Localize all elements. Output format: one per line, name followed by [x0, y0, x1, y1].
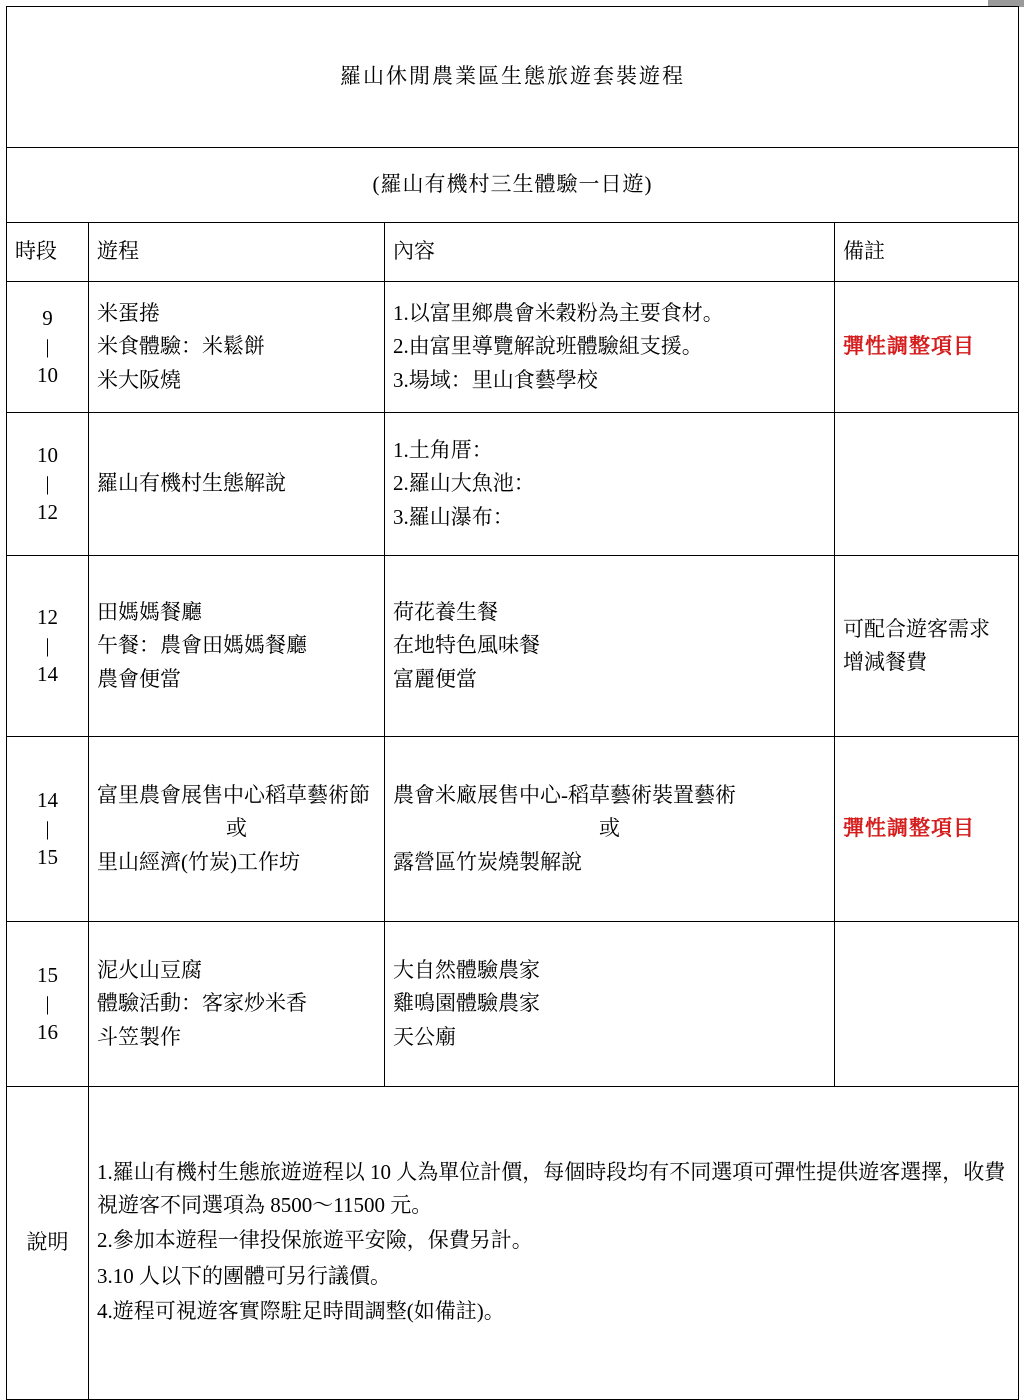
route-line: 羅山有機村生態解說: [97, 471, 286, 496]
table-row: [7, 282, 1019, 413]
route-line: 斗笠製作: [97, 1024, 181, 1049]
description-line: 2.參加本遊程一律投保旅遊平安險，保費另計。: [97, 1228, 533, 1253]
route-line: 米食體驗：米鬆餅: [97, 334, 265, 359]
row-time-start: 14: [37, 787, 58, 812]
row-note: [835, 413, 1019, 556]
row-time-start: 9: [42, 305, 53, 330]
row-note: [835, 922, 1019, 1087]
row-time-start: 15: [37, 962, 58, 987]
description-label: 說明: [7, 1087, 89, 1400]
content-line: 露營區竹炭燒製解說: [393, 849, 582, 874]
route-line: 田媽媽餐廳: [97, 600, 202, 625]
route-line: 泥火山豆腐: [97, 958, 202, 983]
tour-schedule-table: [6, 6, 1019, 1400]
header-time: 時段: [7, 223, 89, 282]
row-route: [89, 282, 385, 413]
description-line: 3.10 人以下的團體可另行議價。: [97, 1263, 391, 1288]
header-content: 內容: [385, 223, 835, 282]
content-line: 農會米廠展售中心-稻草藝術裝置藝術: [393, 783, 736, 808]
page-subtitle: (羅山有機村三生體驗一日遊): [7, 148, 1019, 223]
row-time-separator: |: [45, 635, 50, 657]
row-note: [835, 737, 1019, 922]
row-note: [835, 282, 1019, 413]
row-time-slot: [7, 737, 89, 922]
table-header-row: [7, 223, 1019, 282]
description-line: 4.遊程可視遊客實際駐足時間調整(如備註)。: [97, 1298, 505, 1323]
row-content: [385, 282, 835, 413]
row-route: [89, 556, 385, 737]
row-content: [385, 922, 835, 1087]
table-row: [7, 413, 1019, 556]
route-alternative-separator: 或: [226, 816, 247, 841]
row-time-slot: [7, 282, 89, 413]
header-route: 遊程: [89, 223, 385, 282]
subtitle-row: [7, 148, 1019, 223]
content-line: 雞鳴園體驗農家: [393, 991, 540, 1016]
content-line: 富麗便當: [393, 666, 477, 691]
row-content: [385, 737, 835, 922]
row-time-end: 10: [37, 363, 58, 387]
header-note: 備註: [835, 223, 1019, 282]
row-time-end: 14: [37, 662, 58, 686]
content-line: 2.羅山大魚池：: [393, 471, 535, 496]
row-time-start: 10: [37, 442, 58, 467]
route-line: 午餐：農會田媽媽餐廳: [97, 633, 307, 658]
content-line: 在地特色風味餐: [393, 633, 540, 658]
row-time-slot: [7, 922, 89, 1087]
row-route: [89, 922, 385, 1087]
route-line: 農會便當: [97, 666, 181, 691]
row-time-end: 15: [37, 845, 58, 869]
content-line: 1.以富里鄉農會米穀粉為主要食材。: [393, 301, 724, 326]
row-note: 可配合遊客需求增減餐費: [835, 556, 1019, 737]
row-time-slot: [7, 556, 89, 737]
row-time-separator: |: [45, 818, 50, 840]
content-line: 天公廟: [393, 1024, 456, 1049]
table-row: [7, 922, 1019, 1087]
route-line: 米大阪燒: [97, 367, 181, 392]
page-title: 羅山休閒農業區生態旅遊套裝遊程: [7, 7, 1019, 148]
table-row: [7, 737, 1019, 922]
row-route: [89, 413, 385, 556]
row-time-end: 12: [37, 500, 58, 524]
content-line: 2.由富里導覽解說班體驗組支援。: [393, 334, 703, 359]
row-time-separator: |: [45, 473, 50, 495]
description-body: [89, 1087, 1019, 1400]
description-line: 1.羅山有機村生態旅遊遊程以 10 人為單位計價，每個時段均有不同選項可彈性提供遊客選擇，收費視遊客不同選項為 8500～11500 元。: [97, 1160, 1006, 1218]
content-line: 3.場域：里山食藝學校: [393, 367, 598, 392]
row-content: [385, 556, 835, 737]
row-time-start: 12: [37, 604, 58, 629]
flex-adjust-badge: 彈性調整項目: [843, 334, 975, 359]
row-content: [385, 413, 835, 556]
table-row: [7, 556, 1019, 737]
content-line: 3.羅山瀑布：: [393, 504, 514, 529]
row-time-separator: |: [45, 993, 50, 1015]
route-line: 富里農會展售中心稻草藝術節: [97, 783, 370, 808]
document-page: [6, 6, 1018, 1322]
content-line: 荷花養生餐: [393, 600, 498, 625]
route-line: 體驗活動：客家炒米香: [97, 991, 307, 1016]
content-line: 1.土角厝：: [393, 438, 493, 463]
row-route: [89, 737, 385, 922]
title-row: [7, 7, 1019, 148]
row-time-slot: [7, 413, 89, 556]
flex-adjust-badge: 彈性調整項目: [843, 816, 975, 841]
content-line: 大自然體驗農家: [393, 958, 540, 983]
row-time-separator: |: [45, 336, 50, 358]
route-line: 里山經濟(竹炭)工作坊: [97, 849, 300, 874]
route-line: 米蛋捲: [97, 301, 160, 326]
content-alternative-separator: 或: [599, 816, 620, 841]
description-row: [7, 1087, 1019, 1400]
row-time-end: 16: [37, 1020, 58, 1044]
